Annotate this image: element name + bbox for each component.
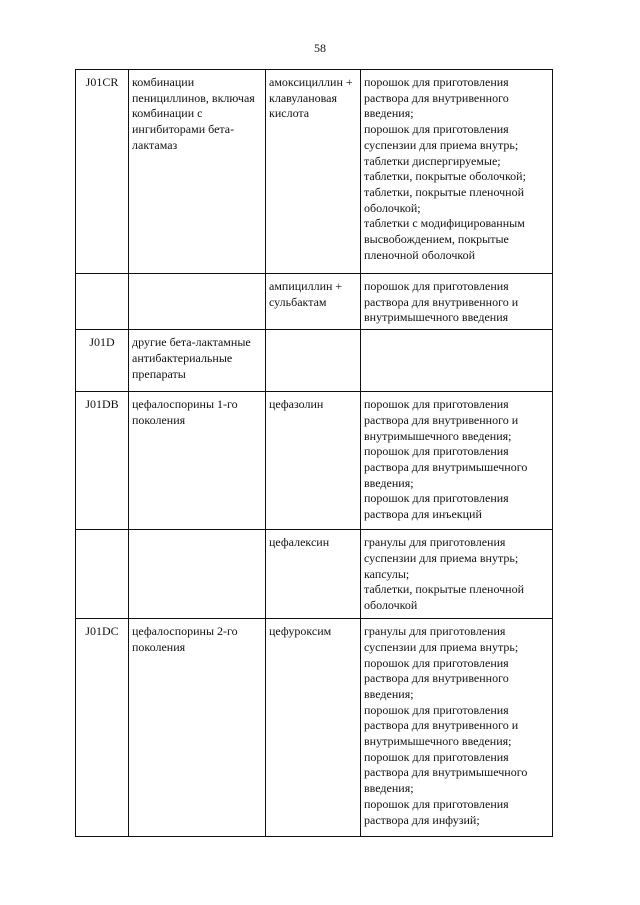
dosage-form-line: таблетки диспергируемые; bbox=[364, 153, 501, 168]
atc-code-cell bbox=[76, 330, 129, 392]
table-row bbox=[76, 274, 553, 330]
group-line: лактамаз bbox=[132, 137, 178, 152]
dosage-form-line: раствора для инъекций bbox=[364, 507, 482, 522]
group-line: пенициллинов, включая bbox=[132, 90, 255, 105]
dosage-form-line: порошок для приготовления bbox=[364, 749, 509, 764]
dosage-form-line: оболочкой; bbox=[364, 200, 421, 215]
substance-line: сульбактам bbox=[269, 294, 327, 309]
dosage-form-line: порошок для приготовления bbox=[364, 444, 509, 459]
dosage-form-line: таблетки, покрытые пленочной bbox=[364, 184, 525, 199]
table-row bbox=[76, 530, 553, 619]
dosage-form-line: порошок для приготовления bbox=[364, 655, 509, 670]
dosage-form-line: раствора для инфузий; bbox=[364, 812, 480, 827]
group-line: цефалоспорины 2-го bbox=[132, 624, 238, 639]
atc-code: J01D bbox=[89, 335, 115, 350]
group-line: поколения bbox=[132, 639, 186, 654]
atc-code-cell bbox=[76, 619, 129, 837]
dosage-form-line: внутримышечного введения; bbox=[364, 428, 512, 443]
substance-cell bbox=[266, 330, 361, 392]
dosage-form-line: введения; bbox=[364, 781, 414, 796]
table-row bbox=[76, 70, 553, 274]
dosage-form-line: раствора для внутримышечного bbox=[364, 765, 528, 780]
dosage-form-line: раствора для внутривенного и bbox=[364, 718, 519, 733]
substance-cell bbox=[266, 274, 361, 330]
atc-code-cell bbox=[76, 392, 129, 530]
dosage-forms-cell bbox=[361, 619, 553, 837]
dosage-form-line: гранулы для приготовления bbox=[364, 624, 506, 639]
table-row bbox=[76, 330, 553, 392]
group-cell bbox=[129, 530, 266, 619]
group-cell bbox=[129, 330, 266, 392]
dosage-form-line: порошок для приготовления bbox=[364, 75, 509, 89]
dosage-form-line: раствора для внутривенного и bbox=[364, 412, 519, 427]
group-line: препараты bbox=[132, 366, 186, 381]
dosage-form-line: введения; bbox=[364, 106, 414, 121]
substance-cell bbox=[266, 70, 361, 274]
substance-line: цефазолин bbox=[269, 397, 324, 412]
dosage-form-line: раствора для внутривенного bbox=[364, 90, 509, 105]
group-cell bbox=[129, 274, 266, 330]
group-line: антибактериальные bbox=[132, 350, 233, 365]
dosage-form-line: раствора для внутримышечного bbox=[364, 459, 528, 474]
drug-table bbox=[75, 69, 553, 837]
substance-cell bbox=[266, 530, 361, 619]
dosage-form-line: порошок для приготовления bbox=[364, 279, 509, 293]
dosage-form-line: капсулы; bbox=[364, 566, 410, 581]
substance-line: клавулановая bbox=[269, 90, 337, 105]
group-line: комбинации bbox=[132, 75, 195, 89]
dosage-forms-cell bbox=[361, 392, 553, 530]
dosage-form-line: порошок для приготовления bbox=[364, 796, 509, 811]
substance-line: кислота bbox=[269, 106, 310, 121]
dosage-form-line: порошок для приготовления bbox=[364, 702, 509, 717]
atc-code-cell bbox=[76, 70, 129, 274]
dosage-forms-cell bbox=[361, 274, 553, 330]
atc-code-cell bbox=[76, 274, 129, 330]
dosage-form-line: введения; bbox=[364, 475, 414, 490]
atc-code-cell bbox=[76, 530, 129, 619]
table-row bbox=[76, 619, 553, 837]
group-line: комбинации с bbox=[132, 106, 203, 121]
atc-code: J01DB bbox=[85, 397, 119, 412]
table-row bbox=[76, 392, 553, 530]
dosage-form-line: таблетки, покрытые оболочкой; bbox=[364, 169, 526, 184]
page-number: 58 bbox=[314, 41, 326, 55]
atc-code: J01DC bbox=[85, 624, 119, 639]
group-line: ингибиторами бета- bbox=[132, 122, 235, 137]
group-line: цефалоспорины 1-го bbox=[132, 397, 238, 412]
dosage-form-line: раствора для внутривенного bbox=[364, 671, 509, 686]
dosage-forms-cell bbox=[361, 330, 553, 392]
dosage-form-line: таблетки, покрытые пленочной bbox=[364, 582, 525, 597]
substance-cell bbox=[266, 392, 361, 530]
substance-cell bbox=[266, 619, 361, 837]
dosage-form-line: таблетки с модифицированным bbox=[364, 216, 525, 231]
dosage-form-line: порошок для приготовления bbox=[364, 397, 509, 412]
group-line: поколения bbox=[132, 412, 186, 427]
dosage-form-line: суспензии для приема внутрь; bbox=[364, 137, 519, 152]
substance-line: амоксициллин + bbox=[269, 75, 353, 89]
dosage-forms-cell bbox=[361, 70, 553, 274]
dosage-form-line: гранулы для приготовления bbox=[364, 535, 506, 550]
table-body bbox=[76, 70, 553, 837]
dosage-form-line: суспензии для приема внутрь; bbox=[364, 550, 519, 565]
substance-line: цефалексин bbox=[269, 535, 330, 550]
dosage-form-line: суспензии для приема внутрь; bbox=[364, 639, 519, 654]
dosage-form-line: пленочной оболочкой bbox=[364, 247, 476, 262]
dosage-form-line: внутримышечного введения; bbox=[364, 734, 512, 749]
dosage-form-line: введения; bbox=[364, 686, 414, 701]
dosage-form-line: высвобождением, покрытые bbox=[364, 232, 509, 247]
atc-code: J01CR bbox=[85, 75, 119, 89]
group-cell bbox=[129, 392, 266, 530]
dosage-form-line: внутримышечного введения bbox=[364, 310, 509, 325]
substance-line: цефуроксим bbox=[269, 624, 332, 639]
group-line: другие бета-лактамные bbox=[132, 335, 251, 350]
group-cell bbox=[129, 70, 266, 274]
substance-line: ампициллин + bbox=[269, 279, 343, 293]
dosage-form-line: порошок для приготовления bbox=[364, 122, 509, 137]
dosage-form-line: оболочкой bbox=[364, 597, 418, 612]
dosage-forms-cell bbox=[361, 530, 553, 619]
dosage-form-line: порошок для приготовления bbox=[364, 491, 509, 506]
group-cell bbox=[129, 619, 266, 837]
dosage-form-line: раствора для внутривенного и bbox=[364, 294, 519, 309]
